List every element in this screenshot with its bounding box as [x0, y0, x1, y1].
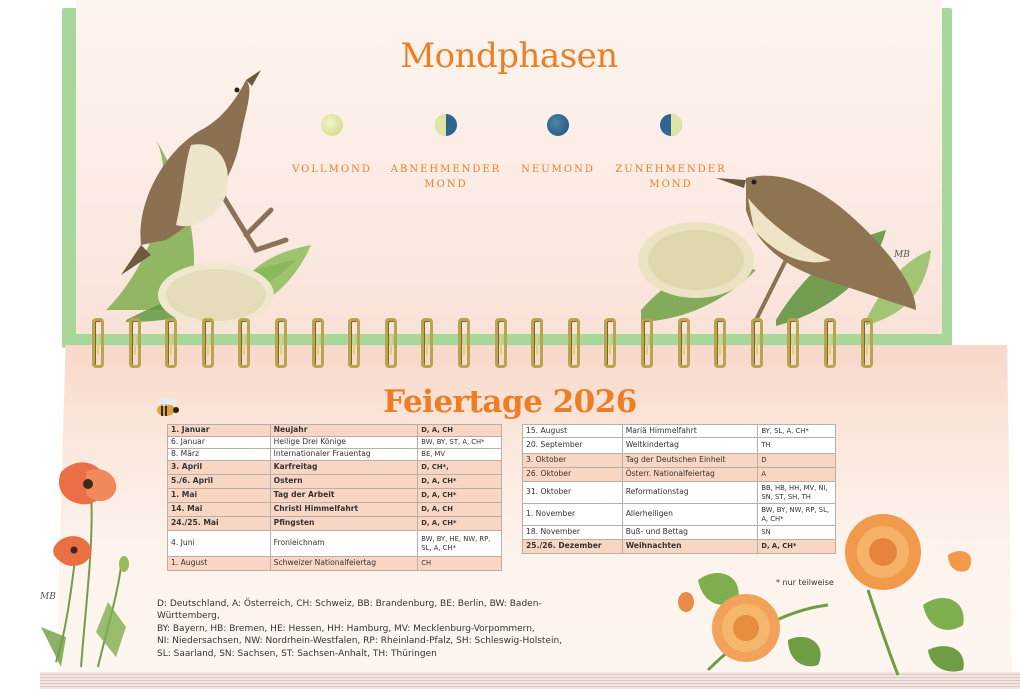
spiral-ring — [824, 318, 836, 368]
rose-illustration — [668, 510, 998, 678]
phase-label: ABNEHMENDER MOND — [390, 164, 502, 190]
spiral-ring — [714, 318, 726, 368]
table-row: 15. August Mariä Himmelfahrt BY, SL, A, CH* — [523, 425, 836, 438]
bee-illustration — [150, 396, 184, 418]
spiral-ring — [92, 318, 104, 368]
spiral-ring — [385, 318, 397, 368]
illustrator-signature: MB — [894, 250, 910, 260]
spiral-ring — [348, 318, 360, 368]
table-row: 18. November Buß- und Bettag SN — [523, 526, 836, 540]
spiral-ring — [495, 318, 507, 368]
waning-moon-icon — [435, 114, 457, 136]
spiral-ring — [238, 318, 250, 368]
table-row: 25./26. Dezember Weihnachten D, A, CH* — [523, 540, 836, 554]
spiral-ring — [531, 318, 543, 368]
phase-label: ZUNEHMENDER MOND — [615, 164, 727, 190]
table-row: 31. Oktober Reformationstag BB, HB, HH, MV, NI, SN, ST, SH, TH — [523, 482, 836, 504]
footnote-partial: * nur teilweise — [776, 578, 834, 587]
new-moon-icon — [547, 114, 569, 136]
spiral-ring — [604, 318, 616, 368]
table-row: 1. Mai Tag der Arbeit D, A, CH* — [168, 489, 502, 503]
spiral-ring — [787, 318, 799, 368]
illustrator-signature-lower: MB — [40, 592, 56, 602]
region-legend: D: Deutschland, A: Österreich, CH: Schweiz, BB: Brandenburg, BE: Berlin, BW: Baden-Württemberg, BY: Bayern, HB: Bremen, HE: Hessen, HH: Hamburg, MV: Mecklenburg-Vorpommern, NI: Niedersachsen, NW: Nordrhein-Westfalen, RP: Rheinland-Pfalz, SH: Schleswig-Holstein, SL: Saarland, SN: Sachsen, ST: Sachsen-Anhalt, TH: Thüringen — [157, 599, 563, 659]
phase-label: VOLLMOND — [292, 164, 372, 175]
spiral-ring — [458, 318, 470, 368]
spiral-ring — [641, 318, 653, 368]
table-row: 5./6. April Ostern D, A, CH* — [168, 475, 502, 489]
spiral-ring — [202, 318, 214, 368]
table-row: 3. April Karfreitag D, CH*, — [168, 461, 502, 475]
holidays-table-left — [167, 424, 502, 571]
table-row: 1. Januar Neujahr D, A, CH — [168, 425, 502, 437]
spiral-ring — [129, 318, 141, 368]
waxing-moon-icon — [660, 114, 682, 136]
spiral-ring — [275, 318, 287, 368]
table-row: 26. Oktober Österr. Nationalfeiertag A — [523, 468, 836, 482]
table-row: 14. Mai Christi Himmelfahrt D, A, CH — [168, 503, 502, 517]
spiral-ring — [568, 318, 580, 368]
table-row: 4. Juni Fronleichnam BW, BY, HE, NW, RP, SL, A, CH* — [168, 531, 502, 557]
spiral-ring — [312, 318, 324, 368]
table-row: 1. August Schweizer Nationalfeiertag CH — [168, 557, 502, 571]
table-row: 20. September Weltkindertag TH — [523, 438, 836, 454]
holidays-title: Feiertage 2026 — [383, 384, 637, 420]
moon-phases-page — [76, 0, 942, 334]
right-warbler-illustration — [636, 150, 936, 330]
table-row: 24./25. Mai Pfingsten D, A, CH* — [168, 517, 502, 531]
spiral-ring — [678, 318, 690, 368]
table-row: 1. November Allerheiligen BW, BY, NW, RP, SL, A, CH* — [523, 504, 836, 526]
left-warbler-illustration — [96, 60, 326, 330]
moon-phases-title: Mondphasen — [400, 36, 618, 76]
table-row: 6. Januar Heilige Drei Könige BW, BY, ST, A, CH* — [168, 437, 502, 449]
phase-label: NEUMOND — [521, 164, 595, 175]
phase-waning-moon — [386, 114, 506, 192]
spiral-ring — [751, 318, 763, 368]
spiral-ring — [861, 318, 873, 368]
table-row: 3. Oktober Tag der Deutschen Einheit D — [523, 454, 836, 468]
poppy-illustration — [36, 452, 148, 672]
spiral-ring — [165, 318, 177, 368]
phase-new-moon — [498, 114, 618, 177]
spiral-ring — [421, 318, 433, 368]
table-row: 8. März Internationaler Frauentag BE, MV — [168, 449, 502, 461]
